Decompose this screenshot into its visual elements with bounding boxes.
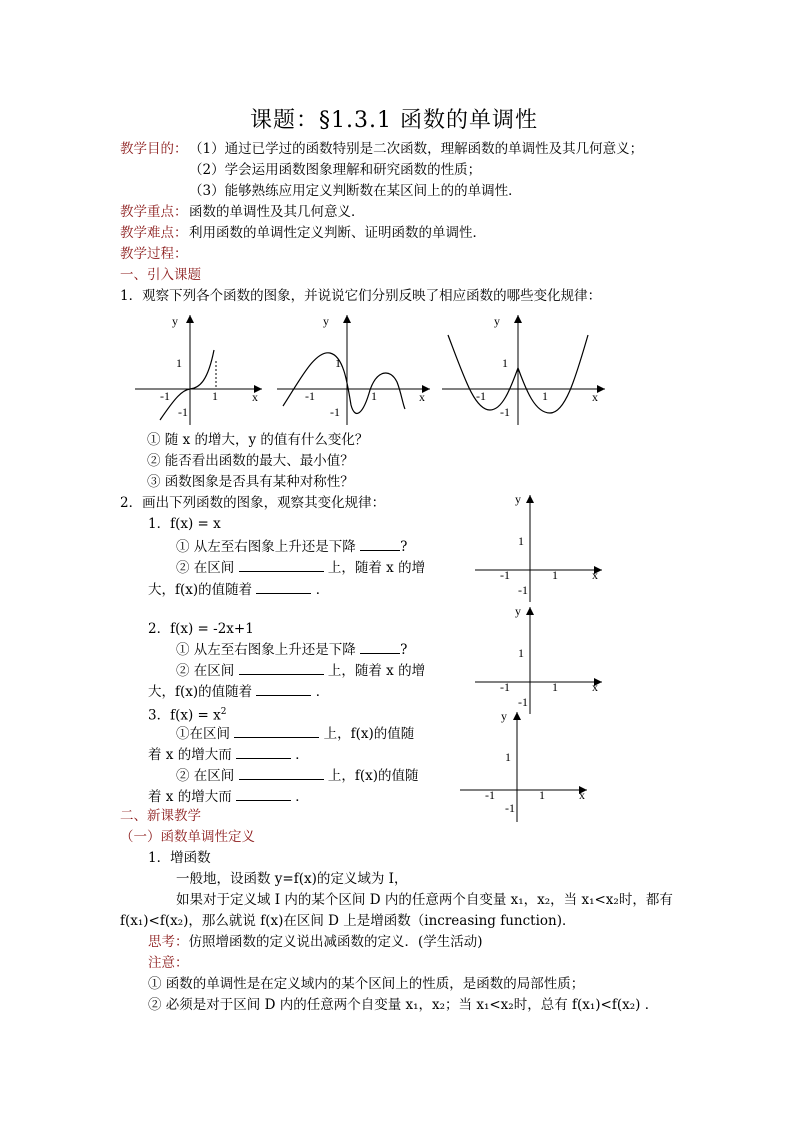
tick-1x-label: 1 xyxy=(371,389,377,403)
tick-1x-label: 1 xyxy=(542,389,548,403)
blank-axes-2 xyxy=(470,602,610,717)
axis-x-label: x xyxy=(252,390,258,404)
section2-sub: （一）函数单调性定义 xyxy=(120,829,255,845)
think-line: 思考：仿照增函数的定义说出减函数的定义．(学生活动) xyxy=(148,934,483,950)
tick-1x-label: 1 xyxy=(552,568,558,582)
tick-neg1y-label: -1 xyxy=(518,583,528,597)
tick-neg1y-label: -1 xyxy=(330,405,340,419)
question-item-2: ② 能否看出函数的最大、最小值？ xyxy=(147,453,354,469)
tick-neg1y-label: -1 xyxy=(500,405,510,419)
def-p1: 一般地，设函数 y=f(x)的定义域为 I， xyxy=(176,871,408,887)
f3-line3: ② 在区间 上，f(x)的值随 xyxy=(176,765,419,786)
blank-axes-1 xyxy=(470,490,610,605)
objective-2: （2）学会运用函数图象理解和研究函数的性质； xyxy=(189,162,482,178)
tick-1-label: 1 xyxy=(518,646,524,660)
tick-1-label: 1 xyxy=(176,356,182,370)
axis-y-label: y xyxy=(323,314,329,328)
note-2: ② 必须是对于区间 D 内的任意两个自变量 x₁，x₂；当 x₁<x₂时，总有 f(x₁)<f(x₂) ． xyxy=(148,997,659,1013)
tick-1x-label: 1 xyxy=(212,389,218,403)
blank[interactable] xyxy=(256,681,311,696)
f2-line2: ② 在区间 上，随着 x 的增 xyxy=(176,660,425,681)
key-points-text: 函数的单调性及其几何意义． xyxy=(189,204,365,220)
blank-axes-3 xyxy=(455,707,595,825)
f1-label: 1．f(x) = x xyxy=(148,516,221,532)
blank[interactable] xyxy=(234,723,319,738)
f1-line3: 大，f(x)的值随着 ． xyxy=(148,579,329,600)
f2-line1: ① 从左至右图象上升还是下降 ? xyxy=(176,639,407,660)
axis-x-label: x xyxy=(592,568,598,582)
tick-1x-label: 1 xyxy=(539,788,545,802)
question-1: 1．观察下列各个函数的图象，并说说它们分别反映了相应函数的哪些变化规律： xyxy=(120,288,602,304)
f3-line4: 着 x 的增大而 ． xyxy=(148,786,309,807)
blank[interactable] xyxy=(360,536,400,551)
blank[interactable] xyxy=(256,579,311,594)
blank[interactable] xyxy=(236,786,291,801)
f2-line3: 大，f(x)的值随着 ． xyxy=(148,681,329,702)
tick-1x-label: 1 xyxy=(552,680,558,694)
key-points-label: 教学重点： xyxy=(120,204,188,220)
f3-line1: ①在区间 上，f(x)的值随 xyxy=(176,723,414,744)
objective-1: （1）通过已学过的函数特别是二次函数，理解函数的单调性及其几何意义； xyxy=(189,141,644,157)
tick-neg1y-label: -1 xyxy=(518,695,528,709)
axis-x-label: x xyxy=(592,390,598,404)
blank[interactable] xyxy=(239,765,324,780)
graph-w-shape xyxy=(440,310,610,430)
f3-label: 3．$f(x) = x^2$ xyxy=(148,707,227,724)
difficulty-text: 利用函数的单调性定义判断、证明函数的单调性． xyxy=(189,225,486,241)
tick-neg1y-label: -1 xyxy=(178,405,188,419)
question-2: 2．画出下列函数的图象，观察其变化规律： xyxy=(120,495,386,511)
def-p2: 如果对于定义域 I 内的某个区间 D 内的任意两个自变量 x₁，x₂，当 x₁<x₂时，都有 xyxy=(176,892,673,908)
def-p3: f(x₁)<f(x₂)，那么就说 f(x)在区间 D 上是增函数（increasing function)． xyxy=(120,913,576,929)
tick-neg1y-label: -1 xyxy=(505,801,515,815)
f1-line2: ② 在区间 上，随着 x 的增 xyxy=(176,557,425,578)
section1-heading: 一、引入课题 xyxy=(120,267,201,283)
tick-1-label: 1 xyxy=(335,356,341,370)
graph-wave xyxy=(275,310,435,430)
page-title: 课题：§1.3.1 函数的单调性 xyxy=(250,108,538,133)
question-item-1: ① 随 x 的增大，y 的值有什么变化？ xyxy=(147,432,369,448)
tick-neg1-label: -1 xyxy=(500,680,510,694)
tick-neg1-label: -1 xyxy=(500,568,510,582)
tick-neg1-label: -1 xyxy=(485,788,495,802)
item-increasing: 1．增函数 xyxy=(148,850,211,866)
difficulty-label: 教学难点： xyxy=(120,225,188,241)
axis-y-label: y xyxy=(515,492,521,506)
objectives-label: 教学目的： xyxy=(120,141,188,157)
question-item-3: ③ 函数图象是否具有某种对称性？ xyxy=(147,474,354,490)
tick-neg1-label: -1 xyxy=(476,389,486,403)
f1-line1: ① 从左至右图象上升还是下降 ? xyxy=(176,536,407,557)
blank[interactable] xyxy=(236,744,291,759)
section2-heading: 二、新课教学 xyxy=(120,808,201,824)
tick-neg1-label: -1 xyxy=(160,389,170,403)
note-label: 注意： xyxy=(148,955,189,971)
objective-3: （3）能够熟练应用定义判断数在某区间上的的单调性． xyxy=(189,183,522,199)
f3-line2: 着 x 的增大而 ． xyxy=(148,744,309,765)
tick-1-label: 1 xyxy=(518,534,524,548)
axis-y-label: y xyxy=(172,314,178,328)
axis-y-label: y xyxy=(515,604,521,618)
note-1: ① 函数的单调性是在定义域内的某个区间上的性质，是函数的局部性质； xyxy=(148,976,585,992)
f2-label: 2．f(x) = -2x+1 xyxy=(148,621,254,637)
axis-x-label: x xyxy=(592,680,598,694)
axis-x-label: x xyxy=(419,390,425,404)
axis-x-label: x xyxy=(579,788,585,802)
tick-neg1-label: -1 xyxy=(305,389,315,403)
axis-y-label: y xyxy=(501,709,507,723)
process-label: 教学过程： xyxy=(120,246,188,262)
blank[interactable] xyxy=(239,660,324,675)
tick-1-label: 1 xyxy=(505,750,511,764)
think-label: 思考： xyxy=(148,934,189,950)
blank[interactable] xyxy=(360,639,400,654)
blank[interactable] xyxy=(239,557,324,572)
axis-y-label: y xyxy=(494,314,500,328)
graph-cubic xyxy=(130,310,270,430)
tick-1-label: 1 xyxy=(502,356,508,370)
